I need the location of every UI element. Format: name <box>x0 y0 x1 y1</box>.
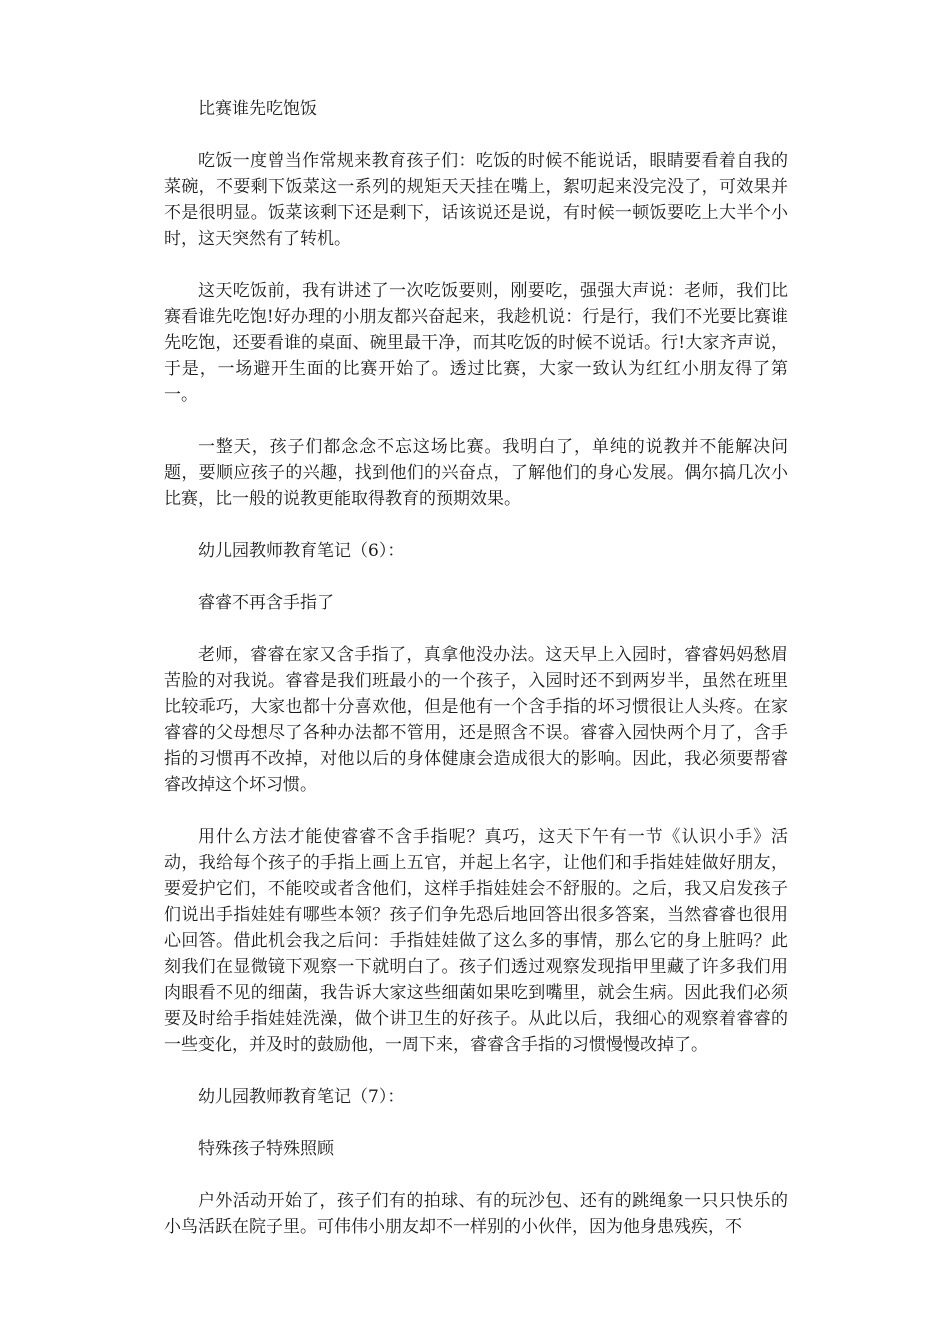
section-title: 特殊孩子特殊照顾 <box>198 1139 334 1159</box>
paragraph: 老师，睿睿在家又含手指了，真拿他没办法。这天早上入园时，睿睿妈妈愁眉苦脸的对我说。睿睿是我们班最小的一个孩子，入园时还不到两岁半，虽然在班里比较乖巧，大家也都十分喜欢他，但是他有一个含手指的坏习惯很让人头疼。在家睿睿的父母想尽了各种办法都不管用，还是照含不误。睿睿入园快两个月了，含手指的习惯再不改掉，对他以后的身体健康会造成很大的影响。因此，我必须要帮睿睿改掉这个坏习惯。 <box>164 645 788 795</box>
section-title: 比赛谁先吃饱饭 <box>198 99 317 119</box>
paragraph: 户外活动开始了，孩子们有的拍球、有的玩沙包、还有的跳绳象一只只快乐的小鸟活跃在院子里。可伟伟小朋友却不一样别的小伙伴，因为他身患残疾，不 <box>164 1191 788 1237</box>
paragraph: 吃饭一度曾当作常规来教育孩子们：吃饭的时候不能说话，眼睛要看着自我的菜碗，不要剩下饭菜这一系列的规矩天天挂在嘴上，絮叨起来没完没了，可效果并不是很明显。饭菜该剩下还是剩下，话该说还是说，有时候一顿饭要吃上大半个小时，这天突然有了转机。 <box>164 151 788 249</box>
paragraph: 这天吃饭前，我有讲述了一次吃饭要则，刚要吃，强强大声说：老师，我们比赛看谁先吃饱!好办理的小朋友都兴奋起来，我趁机说：行是行，我们不光要比赛谁先吃饱，还要看谁的桌面、碗里最干净，而其吃饭的时候不说话。行!大家齐声说，于是，一场避开生面的比赛开始了。透过比赛，大家一致认为红红小朋友得了第一。 <box>164 281 788 405</box>
note-heading: 幼儿园教师教育笔记（6）： <box>198 541 405 561</box>
section-title: 睿睿不再含手指了 <box>198 593 334 613</box>
paragraph: 用什么方法才能使睿睿不含手指呢？真巧，这天下午有一节《认识小手》活动，我给每个孩子的手指上画上五官，并起上名字，让他们和手指娃娃做好朋友，要爱护它们，不能咬或者含他们，这样手指娃娃会不舒服的。之后，我又启发孩子们说出手指娃娃有哪些本领？孩子们争先恐后地回答出很多答案，当然睿睿也很用心回答。借此机会我之后问：手指娃娃做了这么多的事情，那么它的身上脏吗？此刻我们在显微镜下观察一下就明白了。孩子们透过观察发现指甲里藏了许多我们用肉眼看不见的细菌，我告诉大家这些细菌如果吃到嘴里，就会生病。因此我们必须要及时给手指娃娃洗澡，做个讲卫生的好孩子。从此以后，我细心的观察着睿睿的一些变化，并及时的鼓励他，一周下来，睿睿含手指的习惯慢慢改掉了。 <box>164 827 788 1055</box>
paragraph: 一整天，孩子们都念念不忘这场比赛。我明白了，单纯的说教并不能解决问题，要顺应孩子的兴趣，找到他们的兴奋点，了解他们的身心发展。偶尔搞几次小比赛，比一般的说教更能取得教育的预期效果。 <box>164 437 788 509</box>
note-heading: 幼儿园教师教育笔记（7）： <box>198 1087 405 1107</box>
document-body <box>164 96 788 1266</box>
